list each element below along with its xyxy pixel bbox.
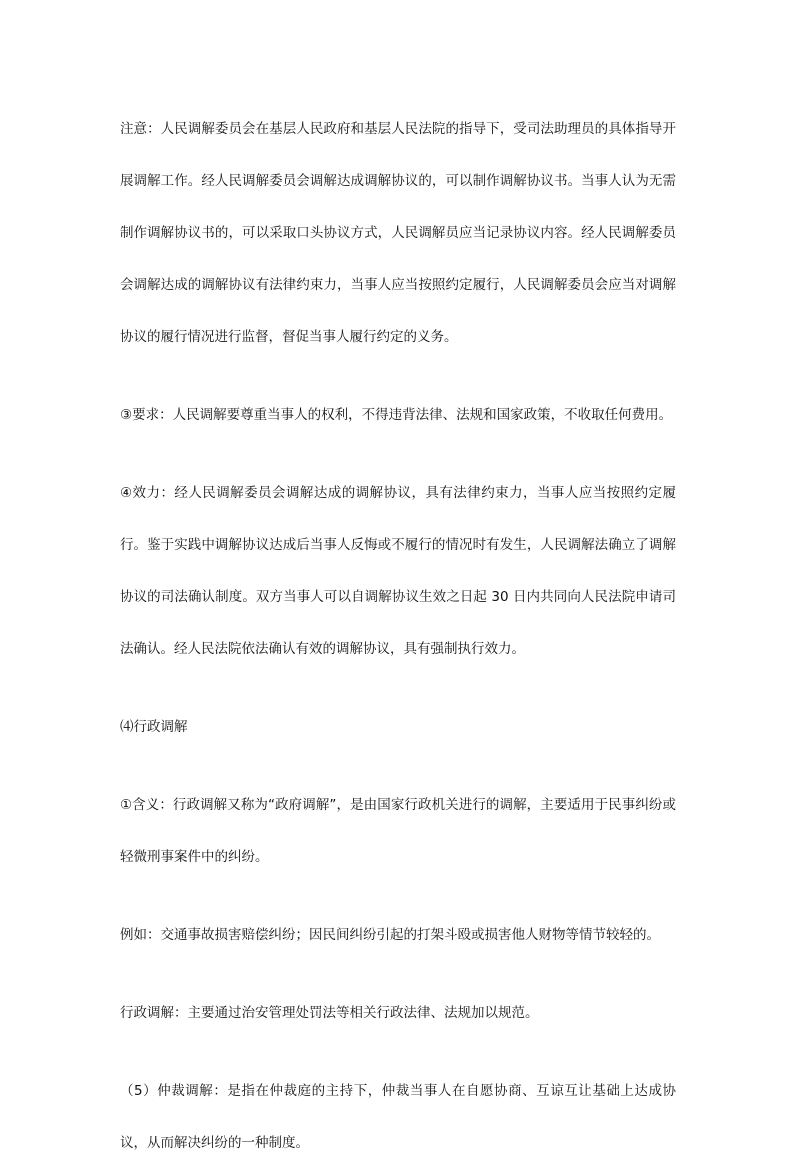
paragraph-effect: ④效力：经人民调解委员会调解达成的调解协议，具有法律约束力，当事人应当按照约定履行。鉴于实践中调解协议达成后当事人反悔或不履行的情况时有发生，人民调解法确立了调解协议的司法确认制度。双方当事人可以自调解协议生效之日起 30 日内共同向人民法院申请司法确认。经人民法院依法确认有效的调解协议，具有强制执行效力。 [120, 485, 676, 657]
paragraph-administrative-mediation-rule: 行政调解：主要通过治安管理处罚法等相关行政法律、法规加以规范。 [120, 1005, 539, 1021]
document-body [120, 103, 676, 1169]
paragraph-mediation-note: 注意：人民调解委员会在基层人民政府和基层人民法院的指导下，受司法助理员的具体指导开展调解工作。经人民调解委员会调解达成调解协议的，可以制作调解协议书。当事人认为无需制作调解协议书的，可以采取口头协议方式，人民调解员应当记录协议内容。经人民调解委员会调解达成的调解协议有法律约束力，当事人应当按照约定履行，人民调解委员会应当对调解协议的履行情况进行监督，督促当事人履行约定的义务。 [120, 121, 676, 345]
paragraph-arbitration-mediation: （5）仲裁调解：是指在仲裁庭的主持下，仲裁当事人在自愿协商、互谅互让基础上达成协议，从而解决纠纷的一种制度。 [120, 1083, 676, 1151]
paragraph-example: 例如：交通事故损害赔偿纠纷；因民间纠纷引起的打架斗殴或损害他人财物等情节较轻的。 [120, 927, 660, 943]
paragraph-requirements: ③要求：人民调解要尊重当事人的权利，不得违背法律、法规和国家政策，不收取任何费用。 [120, 407, 673, 423]
paragraph-definition: ①含义：行政调解又称为“政府调解”，是由国家行政机关进行的调解，主要适用于民事纠纷或轻微刑事案件中的纠纷。 [120, 797, 676, 865]
section-heading-administrative-mediation: ⑷行政调解 [120, 719, 188, 735]
